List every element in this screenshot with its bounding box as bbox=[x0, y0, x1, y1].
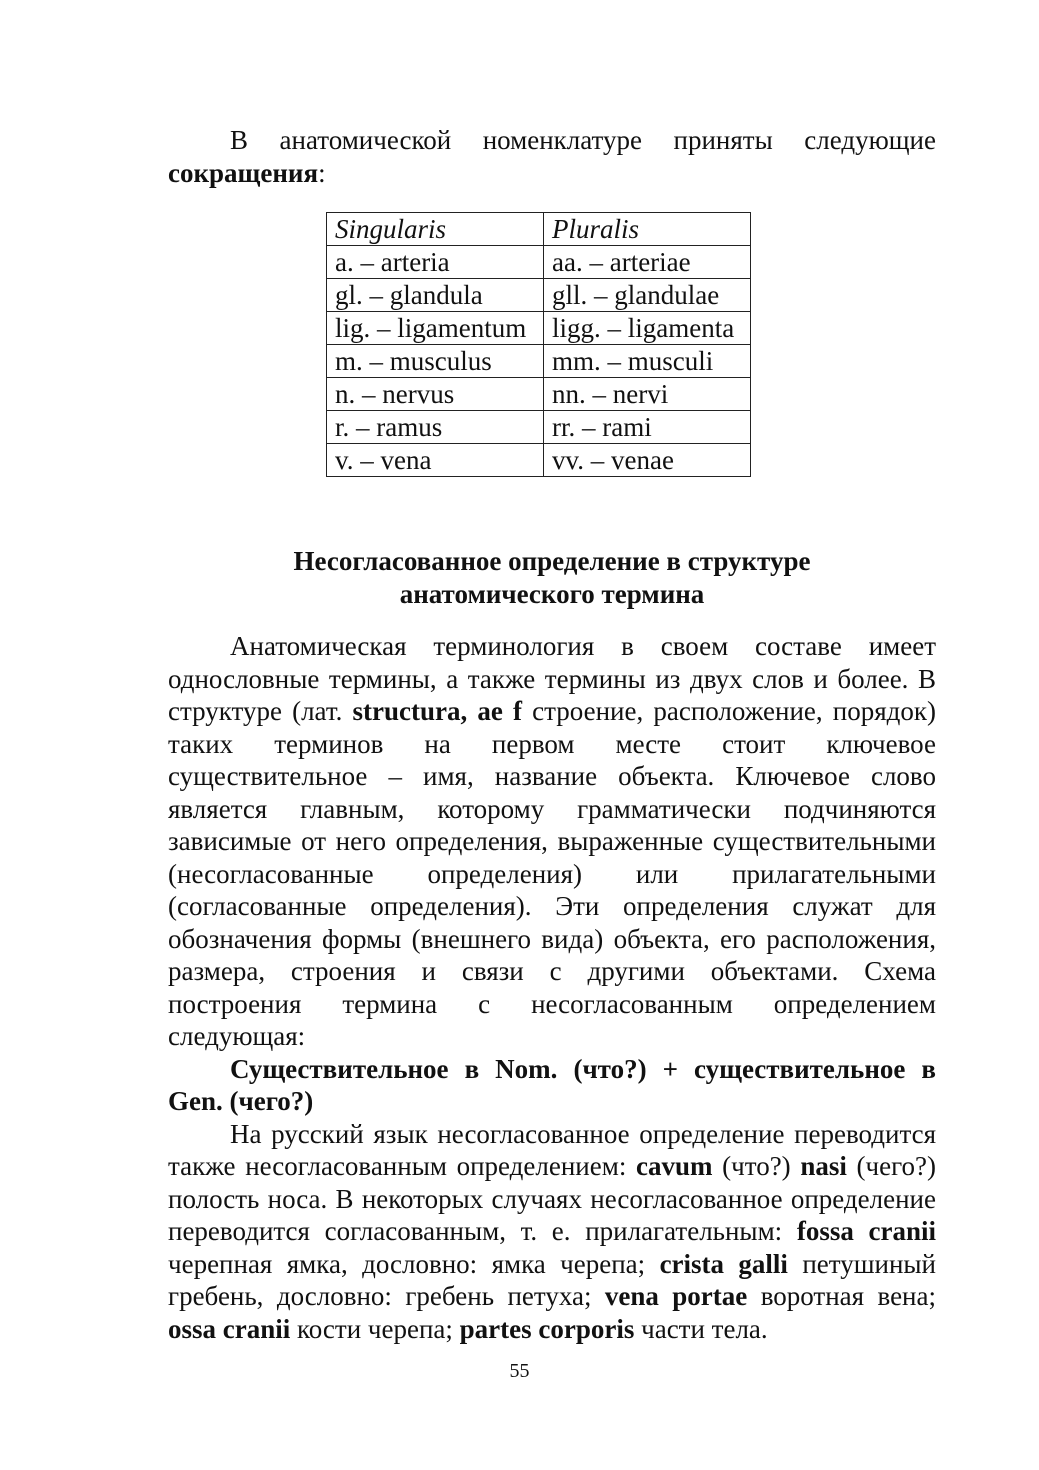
term-fossa-cranii: fossa cranii bbox=[796, 1216, 936, 1246]
table-cell: gll. – glandulae bbox=[544, 279, 751, 312]
paragraph-translation bbox=[168, 1118, 936, 1346]
para2-text-3: (чего?) полость носа. В некоторых случаях несогласованное определение переводится согласованным, т. е. прилагательным: bbox=[168, 1151, 936, 1246]
header-singularis: Singularis bbox=[327, 213, 544, 246]
table-cell: nn. – nervi bbox=[544, 378, 751, 411]
table-cell: a. – arteria bbox=[327, 246, 544, 279]
formula-text: Существительное в Nom. (что?) + существительное в Gen. (чего?) bbox=[168, 1053, 936, 1116]
intro-tail: : bbox=[318, 157, 326, 188]
term-partes-corporis: partes corporis bbox=[459, 1313, 635, 1344]
term-vena-portae: vena portae bbox=[604, 1281, 748, 1311]
para2-text-8: части тела. bbox=[634, 1313, 768, 1344]
table-row bbox=[327, 279, 751, 312]
table-row bbox=[327, 246, 751, 279]
abbreviation-table bbox=[326, 212, 751, 477]
table-cell: gl. – glandula bbox=[327, 279, 544, 312]
page-number: 55 bbox=[509, 1360, 530, 1382]
table-cell: mm. – musculi bbox=[544, 345, 751, 378]
main-text bbox=[168, 630, 936, 1345]
table-header-row bbox=[327, 213, 751, 246]
term-cavum: cavum bbox=[636, 1151, 713, 1181]
para1-text-1: Анатомическая терминология в своем составе имеет однословные термины, а также термины из двух слов и более. В структуре (лат. bbox=[168, 631, 936, 726]
paragraph-structure bbox=[168, 630, 936, 1053]
term-ossa-cranii: ossa cranii bbox=[168, 1313, 291, 1344]
table-cell: aa. – arteriae bbox=[544, 246, 751, 279]
table-cell: rr. – rami bbox=[544, 411, 751, 444]
para2-text-4: черепная ямка, дословно: ямка черепа; bbox=[168, 1248, 660, 1279]
para2-text-5: петушиный гребень, дословно: гребень петуха; bbox=[168, 1248, 936, 1311]
heading-line-1: Несогласованное определение в структуре bbox=[293, 546, 811, 576]
table-cell: lig. – ligamentum bbox=[327, 312, 544, 345]
intro-paragraph bbox=[168, 124, 936, 189]
term-crista-galli: crista galli bbox=[659, 1248, 788, 1279]
para2-text-7: кости черепа; bbox=[290, 1313, 460, 1344]
para2-text-1: На русский язык несогласованное определение переводится также несогласованным определением: bbox=[168, 1118, 936, 1181]
heading-line-2: анатомического термина bbox=[399, 578, 705, 609]
table-row bbox=[327, 444, 751, 477]
table-cell: ligg. – ligamenta bbox=[544, 312, 751, 345]
term-nasi: nasi bbox=[800, 1151, 847, 1181]
table-row bbox=[327, 411, 751, 444]
header-pluralis: Pluralis bbox=[544, 213, 751, 246]
section-heading bbox=[168, 545, 936, 610]
table-row bbox=[327, 345, 751, 378]
formula-line bbox=[168, 1053, 936, 1118]
table-row bbox=[327, 312, 751, 345]
table-cell: n. – nervus bbox=[327, 378, 544, 411]
para2-text-6: воротная вена; bbox=[747, 1281, 936, 1311]
table-cell: vv. – venae bbox=[544, 444, 751, 477]
table-row bbox=[327, 378, 751, 411]
table-cell: v. – vena bbox=[327, 444, 544, 477]
table-cell: m. – musculus bbox=[327, 345, 544, 378]
intro-text: В анатомической номенклатуре приняты следующие bbox=[230, 125, 936, 155]
para1-text-2: строение, расположение, порядок) таких терминов на первом месте стоит ключевое существительное – имя, название объекта. Ключевое слово является главным, которому грамматически подчиняются зависимые от него определения, выраженные существительными (несогласованные определения) или прилагательными (согласованные определения). Эти определения служат для обозначения формы (внешнего вида) объекта, его расположения, размера, строения и связи с другими объектами. Схема построения термина с несогласованным определением следующая: bbox=[168, 696, 937, 1051]
para1-bold-term: structura, ae f bbox=[352, 696, 523, 726]
intro-bold-term: сокращения bbox=[168, 157, 319, 188]
para2-text-2: (что?) bbox=[712, 1151, 801, 1181]
table-cell: r. – ramus bbox=[327, 411, 544, 444]
